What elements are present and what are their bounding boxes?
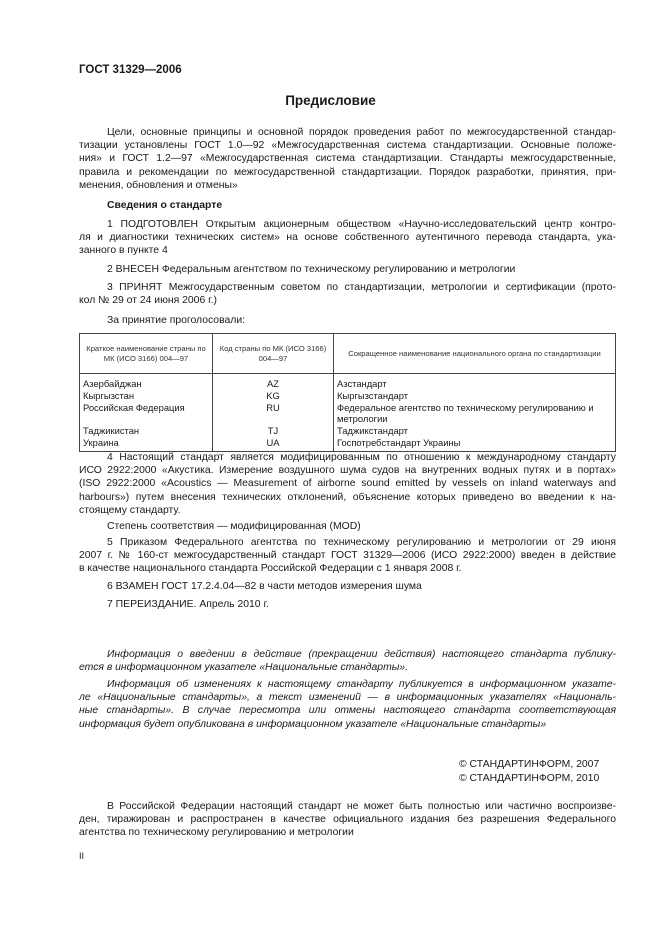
- table-row: [80, 374, 616, 390]
- text-line: ИСО 2922:2000 «Акустика. Измерение воздушного шума судов на внутренних водных путях и в портах»: [79, 465, 616, 477]
- table-row: [80, 402, 616, 426]
- column-header-body: Сокращенное наименование национального органа по стандартизации: [334, 334, 616, 374]
- text-line: ется в информационном указателе «Национальные стандарты».: [79, 662, 409, 674]
- text-line: 6 ВЗАМЕН ГОСТ 17.2.4.04—82 в части методов измерения шума: [107, 581, 422, 592]
- text-line: 2007 г. № 160-ст межгосударственный стандарт ГОСТ 31329—2006 (ИСО 2922:2000) введен в действие: [79, 550, 616, 562]
- text-line: ния» и ГОСТ 1.2—97 «Межгосударственная система стандартизации. Стандарты межгосударственные,: [79, 153, 616, 165]
- item-7: [79, 598, 616, 611]
- text-line: (ISO 2922:2000 «Acoustics — Measurement of airborne sound emitted by vessels on inland waterways and: [79, 478, 616, 490]
- country-cell: Таджикистан: [80, 425, 213, 437]
- voting-table: [79, 333, 616, 452]
- body-cell: Кыргызстандарт: [334, 390, 616, 402]
- item-2: [79, 263, 616, 276]
- code-cell: UA: [213, 437, 334, 451]
- code-cell: TJ: [213, 425, 334, 437]
- text-line: тизации установлены ГОСТ 1.0—92 «Межгосударственная система стандартизации. Основные положе-: [79, 140, 616, 152]
- text-line: в качестве национального стандарта Российской Федерации с 1 января 2008 г.: [79, 563, 462, 575]
- text-line: агентства по техническому регулированию и метрологии: [79, 827, 354, 839]
- text-line: harbours») путем внесения технических отклонений, объяснение которых приведено во введении к на-: [79, 491, 616, 503]
- copyright-2007: © СТАНДАРТИНФОРМ, 2007: [459, 759, 600, 770]
- table-row: [80, 425, 616, 437]
- country-cell: Российская Федерация: [80, 402, 213, 426]
- code-cell: RU: [213, 402, 334, 426]
- text-line: 7 ПЕРЕИЗДАНИЕ. Апрель 2010 г.: [107, 599, 269, 610]
- body-cell: Азстандарт: [334, 374, 616, 390]
- item-4: [79, 451, 616, 517]
- copyright-2010: © СТАНДАРТИНФОРМ, 2010: [459, 773, 600, 784]
- text-line: 3 ПРИНЯТ Межгосударственным советом по стандартизации, метрологии и сертификации (прото-: [107, 282, 616, 293]
- text-line: менения, обновления и отмены»: [79, 179, 238, 191]
- conformity-degree: [79, 520, 616, 533]
- notice-enforcement: [79, 648, 616, 674]
- text-line: В Российской Федерации настоящий стандарт не может быть полностью или частично воспроизве-: [107, 801, 616, 812]
- text-line: правила и рекомендации по межгосударственной стандартизации. Порядок разработки, принятия, при-: [79, 166, 616, 178]
- text-line: Степень соответствия — модифицированная (MOD): [107, 521, 361, 532]
- section-heading: Сведения о стандарте: [107, 200, 223, 211]
- body-cell: Федеральное агентство по техническому регулированию и метрологии: [334, 402, 616, 426]
- body-cell: Госпотребстандарт Украины: [334, 437, 616, 451]
- document-number: ГОСТ 31329—2006: [79, 64, 182, 76]
- notice-changes: [79, 678, 616, 731]
- text-line: ле «Национальные стандарты», а текст изменений — в информационных указателях «Националь-: [79, 692, 616, 704]
- item-1: [79, 218, 616, 258]
- voted-label: [79, 314, 616, 327]
- text-line: ден, тиражирован и распространен в качестве официального издания без разрешения Федерального: [79, 814, 616, 826]
- page-title: Предисловие: [285, 93, 376, 108]
- page-number: II: [79, 851, 85, 861]
- intro-paragraph: [79, 126, 616, 192]
- text-line: стоящему стандарту.: [79, 504, 181, 516]
- country-cell: Украина: [80, 437, 213, 451]
- code-cell: AZ: [213, 374, 334, 390]
- country-cell: Азербайджан: [80, 374, 213, 390]
- table-row: [80, 390, 616, 402]
- column-header-code: Код страны по МК (ИСО 3166) 004—97: [213, 334, 334, 374]
- text-line: ля и диагностики технических систем» на основе собственного аутентичного перевода стандарта, ука-: [79, 232, 616, 244]
- table-row: [80, 437, 616, 451]
- item-6: [79, 580, 616, 593]
- text-line: занного в пункте 4: [79, 245, 168, 257]
- text-line: Информация о введении в действие (прекращении действия) настоящего стандарта публику-: [107, 649, 616, 660]
- code-cell: KG: [213, 390, 334, 402]
- text-line: Информация об изменениях к настоящему стандарту публикуется в информационном указате-: [107, 679, 616, 690]
- country-cell: Кыргызстан: [80, 390, 213, 402]
- item-5: [79, 536, 616, 576]
- text-line: 2 ВНЕСЕН Федеральным агентством по техническому регулированию и метрологии: [107, 264, 516, 275]
- body-cell: Таджикстандарт: [334, 425, 616, 437]
- text-line: 1 ПОДГОТОВЛЕН Открытым акционерным обществом «Научно-исследовательский центр контро-: [107, 219, 616, 230]
- text-line: Цели, основные принципы и основной порядок проведения работ по межгосударственной стандар-: [107, 127, 616, 138]
- column-header-country: Краткое наименование страны по МК (ИСО 3166) 004—97: [80, 334, 213, 374]
- text-line: За принятие проголосовали:: [107, 315, 246, 326]
- text-line: ные стандарты». В случае пересмотра или отмены настоящего стандарта соответствующая: [79, 705, 616, 717]
- text-line: 4 Настоящий стандарт является модифицированным по отношению к международному стандарту: [107, 452, 616, 463]
- text-line: кол № 29 от 24 июня 2006 г.): [79, 295, 217, 307]
- item-3: [79, 281, 616, 307]
- text-line: 5 Приказом Федерального агентства по техническому регулированию и метрологии от 29 июня: [107, 537, 616, 548]
- legal-notice: [79, 800, 616, 840]
- text-line: информация будет опубликована в информационном указателе «Национальные стандарты»: [79, 718, 547, 730]
